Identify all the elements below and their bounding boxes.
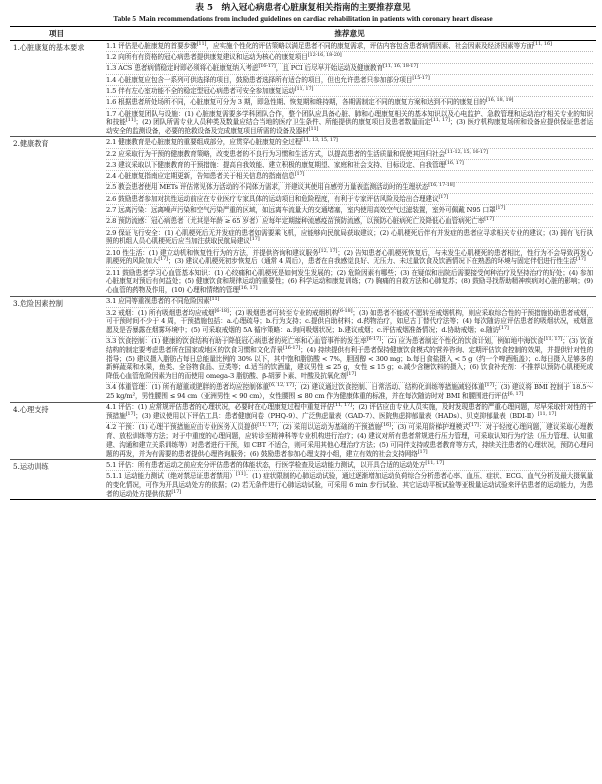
recommendation-text: ：对于轻度心理问题，建议采取心理教育、放松训练等方法；对于中重度的心理问题，应转诊至精神科等专业机构进行治疗；(4) 建议对所有患者常规进行压力管理，可采取认知行为疗法（压力管理、认知重建、沟通和建立关系训练等）对患者进行干预，如 CBT 不适合，则可采用其他心理治疗方法；(5) 可同伴支持或患者教育等方式，持续关注患者的心理状况，预防心理问题的再发，并为有需要的患者提供心理咨询服务；(6) 鼓励患者参加心理支持小组，建立有效的社会支持网络 <box>106 423 593 458</box>
section-recommendations <box>103 402 596 459</box>
recommendation-text: 2.7 远离污染：远离噪声污染和空气污染严重的区域，如远离车流量大的交通堵塞，室内使用高效空气过滤装置，室外可佩戴 N95 口罩 <box>106 206 496 215</box>
section-row <box>10 137 596 296</box>
recommendation-entry <box>106 403 593 423</box>
citation-ref: [6, 12, 17] <box>269 382 294 389</box>
recommendation-text: ；(3) 建议将 BMI 控制于 18.5～25 kg/m²，男性腰围 ≤ 94 cm（亚洲男性 < 90 cm），女性腰围 ≤ 80 cm 作为健康体重的标准，并在每次随访时对 BMI 和腰围进行评估 <box>106 383 593 401</box>
table-caption-en <box>10 14 596 24</box>
section-recommendations <box>103 460 596 500</box>
citation-ref: [17] <box>294 170 305 177</box>
recommendation-text: 3.2 戒烟：(1) 所有吸烟患者均应戒烟 <box>106 308 215 317</box>
section-title: 4.心理支持 <box>10 402 103 459</box>
recommendation-text: ，且 PCI 后尽早开始运动及健康教育 <box>275 64 383 73</box>
recommendation-entry <box>106 297 593 308</box>
section-row <box>10 402 596 459</box>
recommendation-entry <box>106 194 593 205</box>
recommendation-text: 2.9 保证飞行安全：(1) 心肌梗死后无并发症的患者如需要乘飞机，应能够向民航局获取建议；(2) 心肌梗死后伴有并发症的患者应寻求相关专业的建议；(3) 拥有飞行执照的机组人员心肌梗死后应当加注获取民航局建议 <box>106 228 593 246</box>
recommendation-entry <box>106 41 593 52</box>
table-body <box>10 41 596 500</box>
recommendation-text: 1.5 伴有左心室功能不全的稳定型冠心病患者可安全参加康复运动 <box>106 86 295 95</box>
recommendation-text: 3.4 体重管理：(1) 所有超重或肥胖的患者均应控制体重 <box>106 383 270 392</box>
recommendation-text: 2.4 心脏康复指南应定期更新，告知患者关于相关信息的指南信息 <box>106 172 295 181</box>
recommendation-text: 5.1.1 运动能力测试（绝对禁忌证患者禁用） <box>106 472 236 481</box>
section-title: 1.心脏康复的基本要求 <box>13 43 85 52</box>
recommendation-text: ；(2) 告知患者心肌梗死恢复后，与未发生心肌梗死的患者相比，性行为不会导致再发心肌梗死的风险加大 <box>106 248 593 266</box>
citation-ref: [11] <box>308 125 319 132</box>
table-header-row <box>10 27 596 41</box>
section-title: 3.危险因素控制 <box>10 296 103 402</box>
recommendation-entry <box>106 149 593 160</box>
recommendation-text: ；(3) 饮食结构的制定要考虑患者所在国家或地区的饮食习惯和文化背景 <box>106 337 594 355</box>
citation-ref: [16, 17] <box>445 159 464 166</box>
recommendation-text: ；(2) 应为患者制定个性化的饮食计划，例如地中海饮食 <box>380 337 544 346</box>
recommendation-entry <box>106 183 593 194</box>
recommendation-text: 4.2 干预：(1) 心理干预措施应由专业医务人员提供 <box>106 423 258 432</box>
recommendation-text: ；(3) 如患者不能或不愿转至戒烟机构，则应采取综合性的干预措施协助患者戒烟，可干预时间不少于 4 周，干预措施包括：a.心理疏导；b.行为支持；c.提供自助材料；d.药物治疗，如尼古丁替代疗法等；(4) 每次随访应评估患者的吸烟状况，戒烟意愿及是否暴露在烟雾环境中；(5) 可采取戒烟的 5A 循序策略：a.询问吸烟状况；b.建议戒烟；c.评估戒烟准备情况；d.协助戒烟；e.随访 <box>106 308 593 335</box>
recommendation-entry <box>106 471 593 499</box>
recommendation-text: 5.1 评估：所有患者运动之前应充分评估患者的体能状态，行医学检查及运动能力测试，以开具合适的运动处方 <box>106 460 426 469</box>
recommendation-text: ；(4) 持续提供有利于患者保持健康饮食模式的营养咨询、定期评估饮食控制的效果，并提供针对性的指导；(5) 建议摄入脂肪占每日总能量比例的 30% 以下，其中饱和脂肪酸 < 7%，胆固醇 < 300 mg；b.每日食盐摄入 < 5 g（约一个啤酒瓶盖）；c.每日摄入足够多的新鲜蔬菜和水果，鱼类、全谷物食品、豆类等；d.适当的饮酒量，建议男性 ≤ 25 g，女性 ≤ 15 g；e.减少含糖饮料的摄入；(6) 饮食补充剂：不推荐以预防心肌梗死或降低心血管危险因素为目的而使用 omega-3 脂肪酸、β-胡萝卜素、叶酸及抗氧化剂 <box>106 346 594 381</box>
table-page <box>10 3 596 500</box>
citation-ref: [6-18] <box>338 307 353 314</box>
table-number: Table 5 <box>113 14 137 23</box>
citation-ref: [17] <box>249 236 260 243</box>
section-row <box>10 296 596 402</box>
citation-ref: [11, 16, 18-17] <box>383 63 419 70</box>
citation-ref: [17] <box>417 448 428 455</box>
citation-ref: [17] <box>484 216 494 223</box>
citation-ref: [16-17] <box>258 63 276 70</box>
citation-ref: [17] <box>575 256 586 263</box>
citation-ref: [17] <box>158 256 168 263</box>
recommendation-text: 1.2 向所有有资格的冠心病患者提供康复建议和运动为核心的康复项目 <box>106 53 308 62</box>
citation-ref: [15-17] <box>412 74 430 81</box>
recommendation-text: ；(2) 吸烟患者可转至专业的戒烟机构 <box>228 308 339 317</box>
section-title: 2.健康教育 <box>10 137 103 296</box>
citation-ref: [17] <box>346 370 357 377</box>
recommendation-entry <box>106 160 593 171</box>
recommendation-entry <box>106 205 593 216</box>
recommendation-text: ；(3) 建议使用以下评估工具：患者健康问卷（PHQ-9）、广泛焦虑量表（GAD-7）、医院焦虑抑郁量表（HADs）、贝克抑郁量表（BDI-Ⅱ） <box>135 412 538 421</box>
recommendation-entry <box>106 460 593 471</box>
citation-ref: [17] <box>469 422 479 429</box>
recommendation-text: 1.4 心脏康复应包含一系列可供选择的项目，鼓励患者选择所有适合的项目，但也允许患者只参加部分项目 <box>106 75 413 84</box>
recommendation-text: 2.3 建议采取以下健康教育的干预措施：提高自我效能、建立积极的康复期望、家庭和社会支持、目标设定、自我管理 <box>106 160 446 169</box>
recommendation-entry <box>106 383 593 402</box>
citation-ref: [17] <box>495 204 506 211</box>
recommendation-text: 2.10 性生活：(1) 建立动机和恢复性行为的方法，并提供咨询和建议服务 <box>106 248 319 257</box>
citation-ref: [11] <box>235 470 246 477</box>
recommendation-text: 2.6 鼓励患者参加对抗性运动前应在专业医疗专家具体的运动项目和危险程度，有利于专家评估风险及给出合理建议 <box>106 194 439 203</box>
citation-ref: [11, 16] <box>533 40 552 47</box>
recommendation-text: 3.3 饮食控制：(1) 健康的饮食结构有助于降低冠心病患者的死亡率和心血管事件的发生率 <box>106 337 367 346</box>
recommendation-text: ；(3) 可采用阶梯护理模式 <box>390 423 470 432</box>
table-caption-cn: 表 5 纳入冠心病患者心脏康复相关指南的主要推荐意见 <box>195 3 411 13</box>
citation-ref: [17] <box>484 382 495 389</box>
citation-ref: [11, 17] <box>537 410 557 417</box>
section-row <box>10 41 596 137</box>
recommendation-entry <box>106 423 593 459</box>
citation-ref: [11, 17] <box>431 117 450 124</box>
recommendation-entry <box>106 52 593 63</box>
recommendation-entry <box>106 109 593 137</box>
citation-ref: [6-17] <box>366 336 381 343</box>
recommendation-entry <box>106 337 593 383</box>
citation-ref: [11, 13, 15, 17] <box>301 137 338 144</box>
recommendation-text: ，应实施个性化的评估策略以满足患者不同的康复需求，评估内容包含患者病情因素、社会因素及经济因素等方面 <box>206 41 534 50</box>
citation-ref: [11, 17] <box>294 85 314 92</box>
recommendation-entry <box>106 137 593 148</box>
recommendation-entry <box>106 75 593 86</box>
recommendation-entry <box>106 86 593 97</box>
citation-ref: [12, 17] <box>318 247 338 254</box>
section-recommendations <box>103 41 596 137</box>
citation-ref: [11] <box>125 117 136 124</box>
section-row <box>10 460 596 500</box>
citation-ref: [11, 17] <box>425 459 445 466</box>
header-recommendation: 推荐意见 <box>103 27 596 41</box>
recommendation-text: 2.1 健康教育是心脏康复的重要组成部分，应贯穿心脏康复的全过程 <box>106 138 302 147</box>
recommendation-text: 1.1 评估是心脏康复的首要步骤 <box>106 41 197 50</box>
citation-ref: [17] <box>125 410 136 417</box>
citation-ref: [16-17] <box>282 344 301 351</box>
citation-ref: [17] <box>499 324 509 331</box>
citation-ref: [17] <box>438 193 449 200</box>
recommendation-text: 2.11 鼓励患者学习心血管基本知识：(1) 心绞痛和心肌梗死是如何发生发展的；(2) 危险因素有哪些；(3) 在疑似和出院后需要接受何种治疗及坚持治疗的好处；(4) 参加心脏康复对预后有何益处；(5) 健康饮食和规律运动的重要性；(6) 科学运动和康复训练；(7) 胸痛的自救方法和心肺复苏；(8) 鼓励寻找帮助精神疾病对心脏的影响；(9) 心血管的药物及作用，(10) 心理和情绪的管理 <box>106 268 593 295</box>
citation-ref: [6, 17] <box>507 390 524 397</box>
recommendation-entry <box>106 248 593 268</box>
recommendation-text: ：(1) 症状限制的心肺运动试验，通过逐渐增加运动负荷综合分析患者心率、血压、症状、ECG、血气分析及最大摄氧量的变化情况，可作为开具运动处方的依据；(2) 若无条件进行心肺运动试验，可采用 6 min 步行试验、其它运动平板试验等亚极量运动试验来评估患者的运动能力，为患者的运动处方提供依据 <box>106 472 593 498</box>
citation-ref: [11] <box>196 40 207 47</box>
recommendation-text: 1.6 根据患者所处场所不同，心脏康复可分为 3 期，即急性期、恢复期和维持期，各期需制定不同的康复方案和达到不同的康复目的 <box>106 98 486 107</box>
recommendation-text: 2.5 教会患者使用 METs 评估常见体力活动的不同体力需求，并建议其使用自感劳力量表监测活动时的生理状态 <box>106 183 429 192</box>
table-caption-en-text: Main recommendations from included guidelines on cardiac rehabilitation in patients with coronary heart disease <box>139 14 493 23</box>
recommendation-entry <box>106 97 593 108</box>
section-recommendations <box>103 296 596 402</box>
citation-ref: [11, 17] <box>257 422 277 429</box>
recommendations-table <box>10 26 596 500</box>
recommendation-text: 2.8 预防流感：冠心病患者（尤其是年龄 ≥ 65 岁者）应每年定期接种流感疫苗预防流感，以预防心脏病死亡及降低心血管病死亡率 <box>106 217 485 226</box>
recommendation-entry <box>106 64 593 75</box>
recommendation-text: 1.7 心脏康复团队与设施：(1) 心脏康复需要多学科团队合作，整个团队应具备心脏、肺和心理康复相关的基本知识以及心电监护、急救管理和运动治疗相关专业的知识和技能 <box>106 109 593 127</box>
citation-ref: [11] <box>209 296 220 303</box>
citation-ref: [11-12, 15, 16-17] <box>445 148 488 155</box>
citation-ref: [16] <box>381 422 391 429</box>
citation-ref: [16, 17-18] <box>428 182 455 189</box>
recommendation-text: ；(3) 医疗机构康复场所和设备应提供保证患者运动安全的监测设备，必要的抢救设备及完成康复项目所需的设备及器材 <box>106 118 594 135</box>
recommendation-text: ；(3) 建议心肌梗死初步恢复后（通常 4 周后），患者在自我感觉良好、无压力、未过量饮食及饮酒情况下在熟悉的环境与固定伴侣进行性生活 <box>167 257 576 266</box>
citation-ref: [12-16, 18-20] <box>307 51 342 58</box>
citation-ref: [16, 18, 19] <box>485 97 514 104</box>
recommendation-text: 4.1 评估：(1) 应常规评估患者的心理状况，必要时在心理康复过程中重复评估 <box>106 403 334 412</box>
recommendation-entry <box>106 228 593 248</box>
citation-ref: [17] <box>171 488 182 495</box>
recommendation-entry <box>106 268 593 296</box>
recommendation-text: 1.3 ACS 患者病情稳定时即必须将心脏康复纳入考虑 <box>106 64 259 73</box>
citation-ref: [16, 17] <box>238 284 258 291</box>
recommendation-entry <box>106 217 593 228</box>
citation-ref: [11, 17] <box>543 336 563 343</box>
recommendation-text: 3.1 应同等重视患者的不同危险因素 <box>106 297 210 306</box>
recommendation-text: ；(2) 团队所需专业人员种类及数量应结合当地的医疗卫生条件、所能提供的康复项目及患者数量而定 <box>135 118 432 127</box>
recommendation-entry <box>106 171 593 182</box>
header-item: 项目 <box>10 27 103 41</box>
recommendation-text: 2.2 应采取行为干预的健康教育策略，改变患者的不良行为习惯和生活方式，以提高患者的生活质量和促使其回归社会 <box>106 149 446 158</box>
citation-ref: [11, 17] <box>333 402 352 409</box>
recommendation-text: ；(2) 评估应由专业人员实施，及时发现患者的严重心理问题，尽早采取针对性的干预措施 <box>106 403 593 421</box>
recommendation-text: ；(2) 建议通过饮食控制、日常活动、结构化训练等措施减轻体重 <box>293 383 485 392</box>
section-title: 5.运动训练 <box>10 460 103 500</box>
recommendation-text: ；(2) 采用以运动为基础的干预措施 <box>276 423 382 432</box>
section-recommendations <box>103 137 596 296</box>
citation-ref: [6-18] <box>214 307 229 314</box>
recommendation-entry <box>106 308 593 337</box>
